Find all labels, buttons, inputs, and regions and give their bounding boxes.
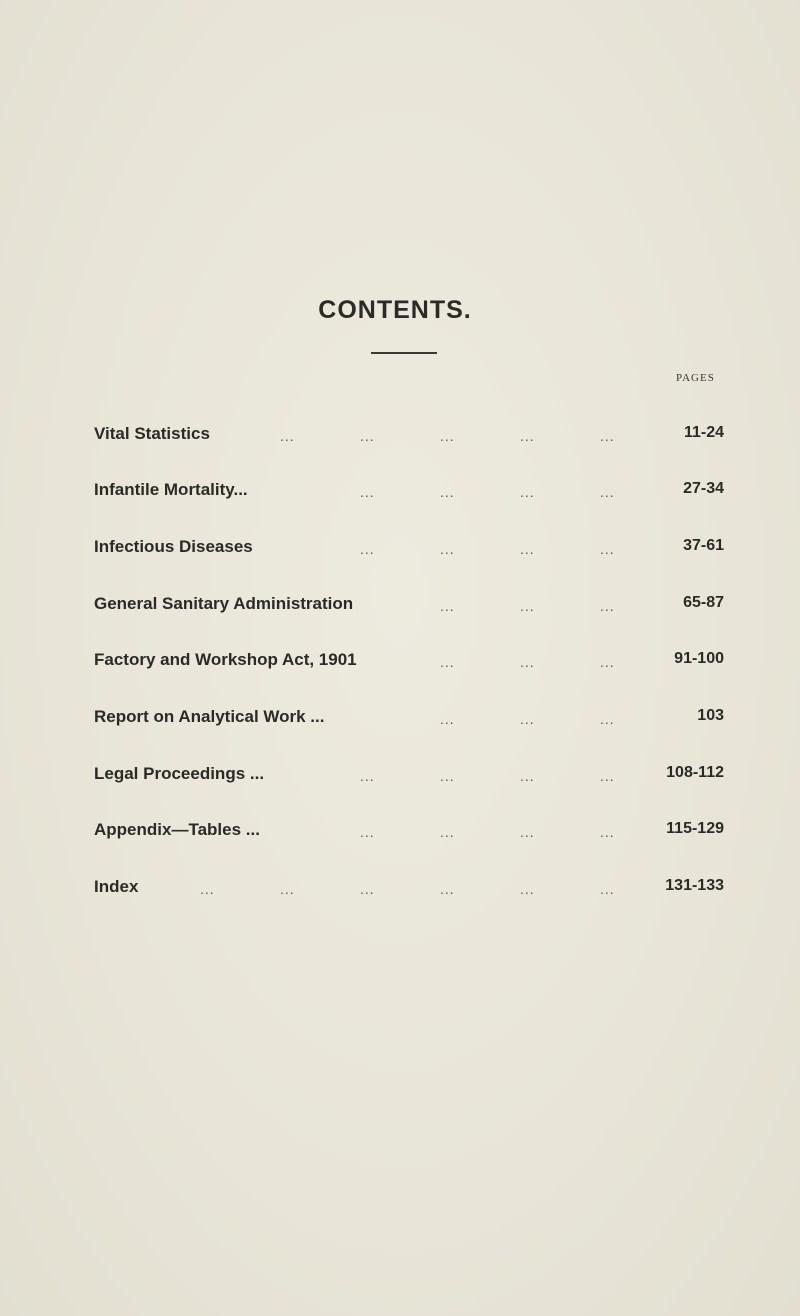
leader-dots: ... xyxy=(520,484,535,500)
pages-column-heading: PAGES xyxy=(676,372,715,384)
toc-entry-pages: 37-61 xyxy=(683,537,724,554)
leader-dots: ... xyxy=(440,428,455,444)
toc-entry-appendix-tables[interactable] xyxy=(94,820,724,850)
toc-entry-pages: 91-100 xyxy=(674,650,724,667)
toc-entry-pages: 115-129 xyxy=(666,820,724,837)
toc-entry-infantile-mortality[interactable] xyxy=(94,480,724,510)
toc-entry-label: Legal Proceedings ... xyxy=(94,764,265,783)
leader-dots: ... xyxy=(440,541,455,557)
leader-dots: ... xyxy=(440,654,455,670)
toc-entry-legal-proceedings[interactable] xyxy=(94,764,724,794)
leader-dots: ... xyxy=(600,654,615,670)
toc-entry-pages: 108-112 xyxy=(666,764,724,781)
leader-dots: ... xyxy=(520,711,535,727)
toc-entry-pages: 65-87 xyxy=(683,594,724,611)
toc-entry-pages: 131-133 xyxy=(665,877,724,894)
leader-dots: ... xyxy=(520,768,535,784)
toc-entry-vital-statistics[interactable] xyxy=(94,424,724,454)
toc-entry-factory-and-workshop-act[interactable] xyxy=(94,650,724,680)
leader-dots: ... xyxy=(520,881,535,897)
leader-dots: ... xyxy=(440,711,455,727)
leader-dots: ... xyxy=(600,428,615,444)
toc-entry-label: Report on Analytical Work ... xyxy=(94,707,325,726)
leader-dots: ... xyxy=(520,428,535,444)
toc-entry-index[interactable] xyxy=(94,877,724,907)
toc-entry-label: Appendix—Tables ... xyxy=(94,820,260,839)
leader-dots: ... xyxy=(600,598,615,614)
toc-entry-label: Vital Statistics xyxy=(94,424,210,443)
leader-dots: ... xyxy=(360,541,375,557)
leader-dots: ... xyxy=(360,824,375,840)
toc-entry-label: Index xyxy=(94,877,139,896)
leader-dots: ... xyxy=(360,881,375,897)
leader-dots: ... xyxy=(520,541,535,557)
toc-entry-report-on-analytical-work[interactable] xyxy=(94,707,724,737)
leader-dots: ... xyxy=(440,881,455,897)
leader-dots: ... xyxy=(280,881,295,897)
toc-entry-label: Factory and Workshop Act, 1901 xyxy=(94,650,357,669)
leader-dots: ... xyxy=(440,824,455,840)
leader-dots: ... xyxy=(440,598,455,614)
toc-entry-pages: 103 xyxy=(697,707,724,724)
leader-dots: ... xyxy=(440,484,455,500)
toc-entry-label: Infantile Mortality... xyxy=(94,480,248,499)
leader-dots: ... xyxy=(520,824,535,840)
leader-dots: ... xyxy=(600,824,615,840)
leader-dots: ... xyxy=(600,881,615,897)
leader-dots: ... xyxy=(280,428,295,444)
leader-dots: ... xyxy=(360,428,375,444)
leader-dots: ... xyxy=(600,484,615,500)
toc-entry-pages: 27-34 xyxy=(683,480,724,497)
toc-entry-general-sanitary-administration[interactable] xyxy=(94,594,724,624)
leader-dots: ... xyxy=(200,881,215,897)
leader-dots: ... xyxy=(600,711,615,727)
leader-dots: ... xyxy=(600,768,615,784)
page-title: CONTENTS. xyxy=(318,296,472,324)
leader-dots: ... xyxy=(600,541,615,557)
toc-entry-label: General Sanitary Administration xyxy=(94,594,354,613)
toc-entry-infectious-diseases[interactable] xyxy=(94,537,724,567)
leader-dots: ... xyxy=(360,484,375,500)
leader-dots: ... xyxy=(520,598,535,614)
leader-dots: ... xyxy=(520,654,535,670)
toc-entry-label: Infectious Diseases xyxy=(94,537,253,556)
toc-entry-pages: 11-24 xyxy=(683,424,724,441)
leader-dots: ... xyxy=(360,768,375,784)
leader-dots: ... xyxy=(440,768,455,784)
